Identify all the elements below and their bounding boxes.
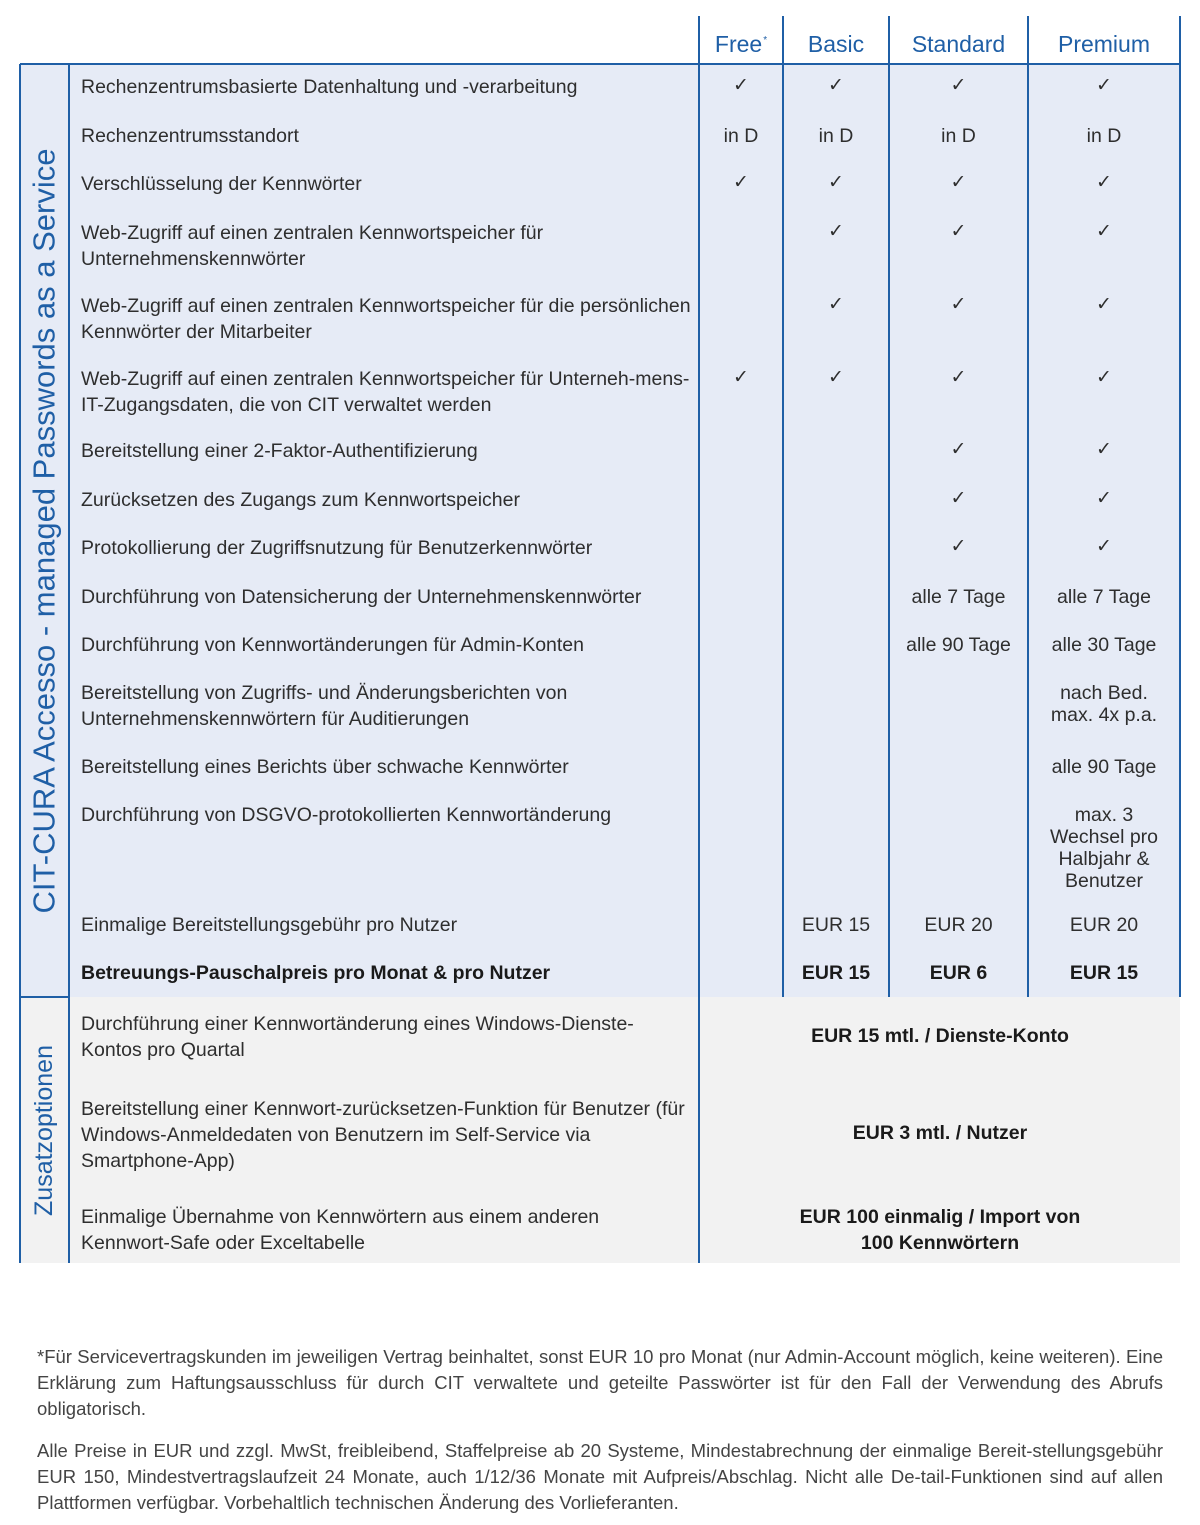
checkmark-icon: ✓ <box>950 220 967 242</box>
feature-label: Betreuungs-Pauschalpreis pro Monat & pro Nutzer <box>81 962 551 984</box>
cell-value-premium: nach Bed. max. 4x p.a. <box>1050 682 1158 726</box>
cell-value-premium: EUR 15 <box>1069 962 1139 984</box>
column-header-free <box>700 26 782 62</box>
feature-label: Bereitstellung eines Berichts über schwache Kennwörter <box>81 756 569 778</box>
feature-label: Web-Zugriff auf einen zentralen Kennwortspeicher für die persönlichen Kennwörter der Mitarbeiter <box>81 295 691 343</box>
checkmark-icon: ✓ <box>828 220 844 242</box>
checkmark-icon: ✓ <box>950 535 967 557</box>
feature-label: Web-Zugriff auf einen zentralen Kennwortspeicher für Unternehmenskennwörter <box>81 222 544 270</box>
feature-label: Durchführung von Kennwortänderungen für Admin-Konten <box>81 634 584 656</box>
side-label-main <box>21 64 68 997</box>
free-column-divider <box>698 16 700 1263</box>
feature-label: Rechenzentrumsstandort <box>81 125 299 147</box>
feature-label: Einmalige Bereitstellungsgebühr pro Nutzer <box>81 914 458 936</box>
cell-value-basic: EUR 15 <box>801 962 871 984</box>
option-price: EUR 15 mtl. / Dienste-Konto <box>811 1025 1069 1047</box>
feature-label: Bereitstellung von Zugriffs- und Änderungsberichten von Unternehmenskennwörtern für Auditierungen <box>81 682 568 730</box>
checkmark-icon: ✓ <box>733 74 749 96</box>
cell-value-premium: in D <box>1086 125 1122 147</box>
cell-value-basic: in D <box>818 125 854 147</box>
side-label-options <box>21 998 68 1263</box>
checkmark-icon: ✓ <box>1096 220 1112 242</box>
feature-label: Durchführung von Datensicherung der Unternehmenskennwörter <box>81 586 642 608</box>
column-header-footnote-marker: * <box>763 34 768 46</box>
cell-value-premium: alle 90 Tage <box>1051 756 1157 778</box>
checkmark-icon: ✓ <box>828 293 844 315</box>
cell-value-standard: EUR 20 <box>924 914 993 936</box>
cell-value-standard: alle 90 Tage <box>906 634 1011 656</box>
cell-value-standard: EUR 6 <box>929 962 988 984</box>
checkmark-icon: ✓ <box>950 74 967 96</box>
basic-column-divider <box>782 16 784 997</box>
cell-value-free: in D <box>723 125 759 147</box>
checkmark-icon: ✓ <box>1096 366 1112 388</box>
column-header-label: Basic <box>807 30 865 57</box>
footnote-pricing: Alle Preise in EUR und zzgl. MwSt, freibleibend, Staffelpreise ab 20 Systeme, Mindestabrechnung der einmalige Bereit-stellungsgebühr EUR 150, Mindestvertragslaufzeit 24 Monate, auch 1/12/36 Monate mit Aufpreis/Abschlag. Nicht alle De-tail-Funktionen sind auf allen Plattformen verfügbar. Vorbehaltlich technischen Änderung des Vorlieferanten. <box>37 1440 1163 1513</box>
checkmark-icon: ✓ <box>950 438 967 460</box>
checkmark-icon: ✓ <box>950 366 967 388</box>
column-header-label: Premium <box>1057 30 1150 57</box>
main-section-background <box>20 64 1180 997</box>
side-label-divider <box>68 64 70 1263</box>
cell-value-premium: max. 3 Wechsel pro Halbjahr & Benutzer <box>1049 804 1159 892</box>
cell-value-standard: in D <box>941 125 976 147</box>
header-rule <box>20 63 1180 65</box>
side-label-main-text: CIT-CURA Accesso - managed Passwords as a Service <box>26 148 62 913</box>
checkmark-icon: ✓ <box>1096 535 1112 557</box>
checkmark-icon: ✓ <box>950 293 967 315</box>
cell-value-premium: alle 30 Tage <box>1051 634 1157 656</box>
column-header-premium <box>1029 26 1179 62</box>
checkmark-icon: ✓ <box>828 74 844 96</box>
right-border <box>1179 16 1181 997</box>
option-label: Einmalige Übernahme von Kennwörtern aus einem anderen Kennwort-Safe oder Exceltabelle <box>81 1206 600 1254</box>
option-price: EUR 3 mtl. / Nutzer <box>852 1122 1028 1144</box>
column-header-standard <box>890 26 1027 62</box>
checkmark-icon: ✓ <box>950 171 967 193</box>
option-label: Durchführung einer Kennwortänderung eines Windows-Dienste-Kontos pro Quartal <box>81 1013 634 1061</box>
column-header-label: Free <box>714 30 763 57</box>
feature-label: Verschlüsselung der Kennwörter <box>81 173 362 195</box>
checkmark-icon: ✓ <box>1096 438 1112 460</box>
checkmark-icon: ✓ <box>828 171 844 193</box>
checkmark-icon: ✓ <box>733 171 749 193</box>
feature-label: Rechenzentrumsbasierte Datenhaltung und -verarbeitung <box>81 76 578 98</box>
checkmark-icon: ✓ <box>828 366 844 388</box>
checkmark-icon: ✓ <box>1096 74 1112 96</box>
feature-label: Durchführung von DSGVO-protokollierten Kennwortänderung <box>81 804 612 826</box>
checkmark-icon: ✓ <box>1096 171 1112 193</box>
checkmark-icon: ✓ <box>950 487 967 509</box>
footnote-free: *Für Servicevertragskunden im jeweiligen Vertrag beinhaltet, sonst EUR 10 pro Monat (nur Admin-Account möglich, keine weiteren). Eine Erklärung zum Haftungsausschluss für durch CIT verwaltete und geteilte Passwörter ist für den Fall der Verwendung des Abrufs obligatorisch. <box>37 1346 1163 1419</box>
checkmark-icon: ✓ <box>1096 487 1112 509</box>
option-label: Bereitstellung einer Kennwort-zurücksetzen-Funktion für Benutzer (für Windows-Anmeldedaten von Benutzern im Self-Service via Smartphone-App) <box>81 1098 685 1172</box>
cell-value-premium: EUR 20 <box>1069 914 1139 936</box>
feature-label: Protokollierung der Zugriffsnutzung für Benutzerkennwörter <box>81 537 593 559</box>
cell-value-premium: alle 7 Tage <box>1057 586 1151 608</box>
feature-label: Zurücksetzen des Zugangs zum Kennwortspeicher <box>81 489 520 511</box>
checkmark-icon: ✓ <box>733 366 749 388</box>
option-price: EUR 100 einmalig / Import von 100 Kennwörtern <box>799 1206 1081 1254</box>
cell-value-standard: alle 7 Tage <box>911 586 1006 608</box>
column-header-basic <box>784 26 888 62</box>
feature-label: Bereitstellung einer 2-Faktor-Authentifizierung <box>81 440 478 462</box>
feature-label: Web-Zugriff auf einen zentralen Kennwortspeicher für Unterneh-mens-IT-Zugangsdaten, die von CIT verwaltet werden <box>81 368 690 416</box>
column-header-label: Standard <box>911 30 1006 57</box>
side-label-options-text: Zusatzoptionen <box>30 1045 59 1216</box>
cell-value-basic: EUR 15 <box>801 914 871 936</box>
checkmark-icon: ✓ <box>1096 293 1112 315</box>
